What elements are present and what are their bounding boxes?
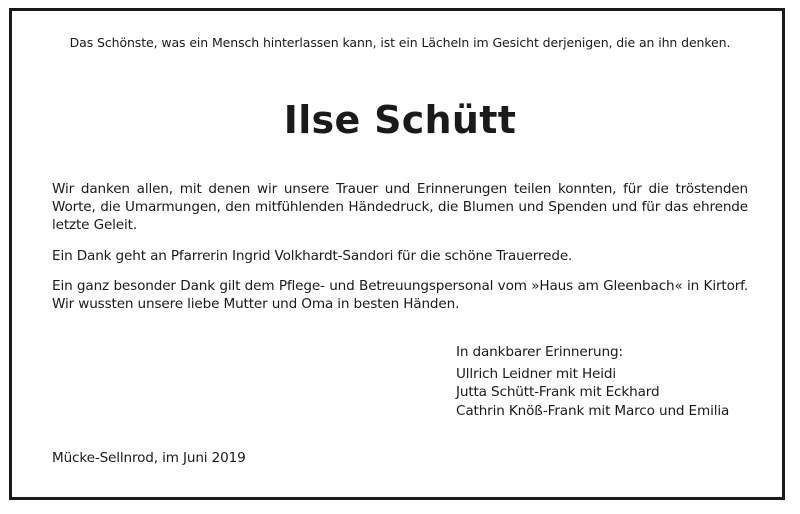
motto-quote: Das Schönste, was ein Mensch hinterlassen kann, ist ein Lächeln im Gesicht derjenigen, die an ihn denken. (69, 35, 731, 50)
pastor-thanks-paragraph: Ein Dank geht an Pfarrerin Ingrid Volkhardt-Sandori für die schöne Trauerrede. (52, 248, 573, 264)
care-staff-thanks-paragraph: Ein ganz besonder Dank gilt dem Pflege- und Betreuungspersonal vom »Haus am Gleenbach« in Kirtorf. Wir wussten unsere liebe Mutter und Oma in besten Händen. (52, 278, 748, 312)
signature-intro: In dankbarer Erinnerung: (456, 344, 623, 360)
deceased-name: Ilse Schütt (283, 98, 517, 142)
signature-name: Ullrich Leidner mit Heidi (456, 365, 616, 382)
signature-block (456, 343, 776, 420)
signature-name: Jutta Schütt-Frank mit Eckhard (456, 384, 660, 400)
place-and-date: Mücke-Sellnrod, im Juni 2019 (52, 450, 246, 466)
signature-name: Cathrin Knöß-Frank mit Marco und Emilia (456, 402, 730, 419)
thanks-paragraph: Wir danken allen, mit denen wir unsere Trauer und Erinnerungen teilen konnten, für die tröstenden Worte, die Umarmungen, den mitfühlenden Händedruck, die Blumen und Spenden und für das ehrende letzte Geleit. (52, 181, 748, 233)
